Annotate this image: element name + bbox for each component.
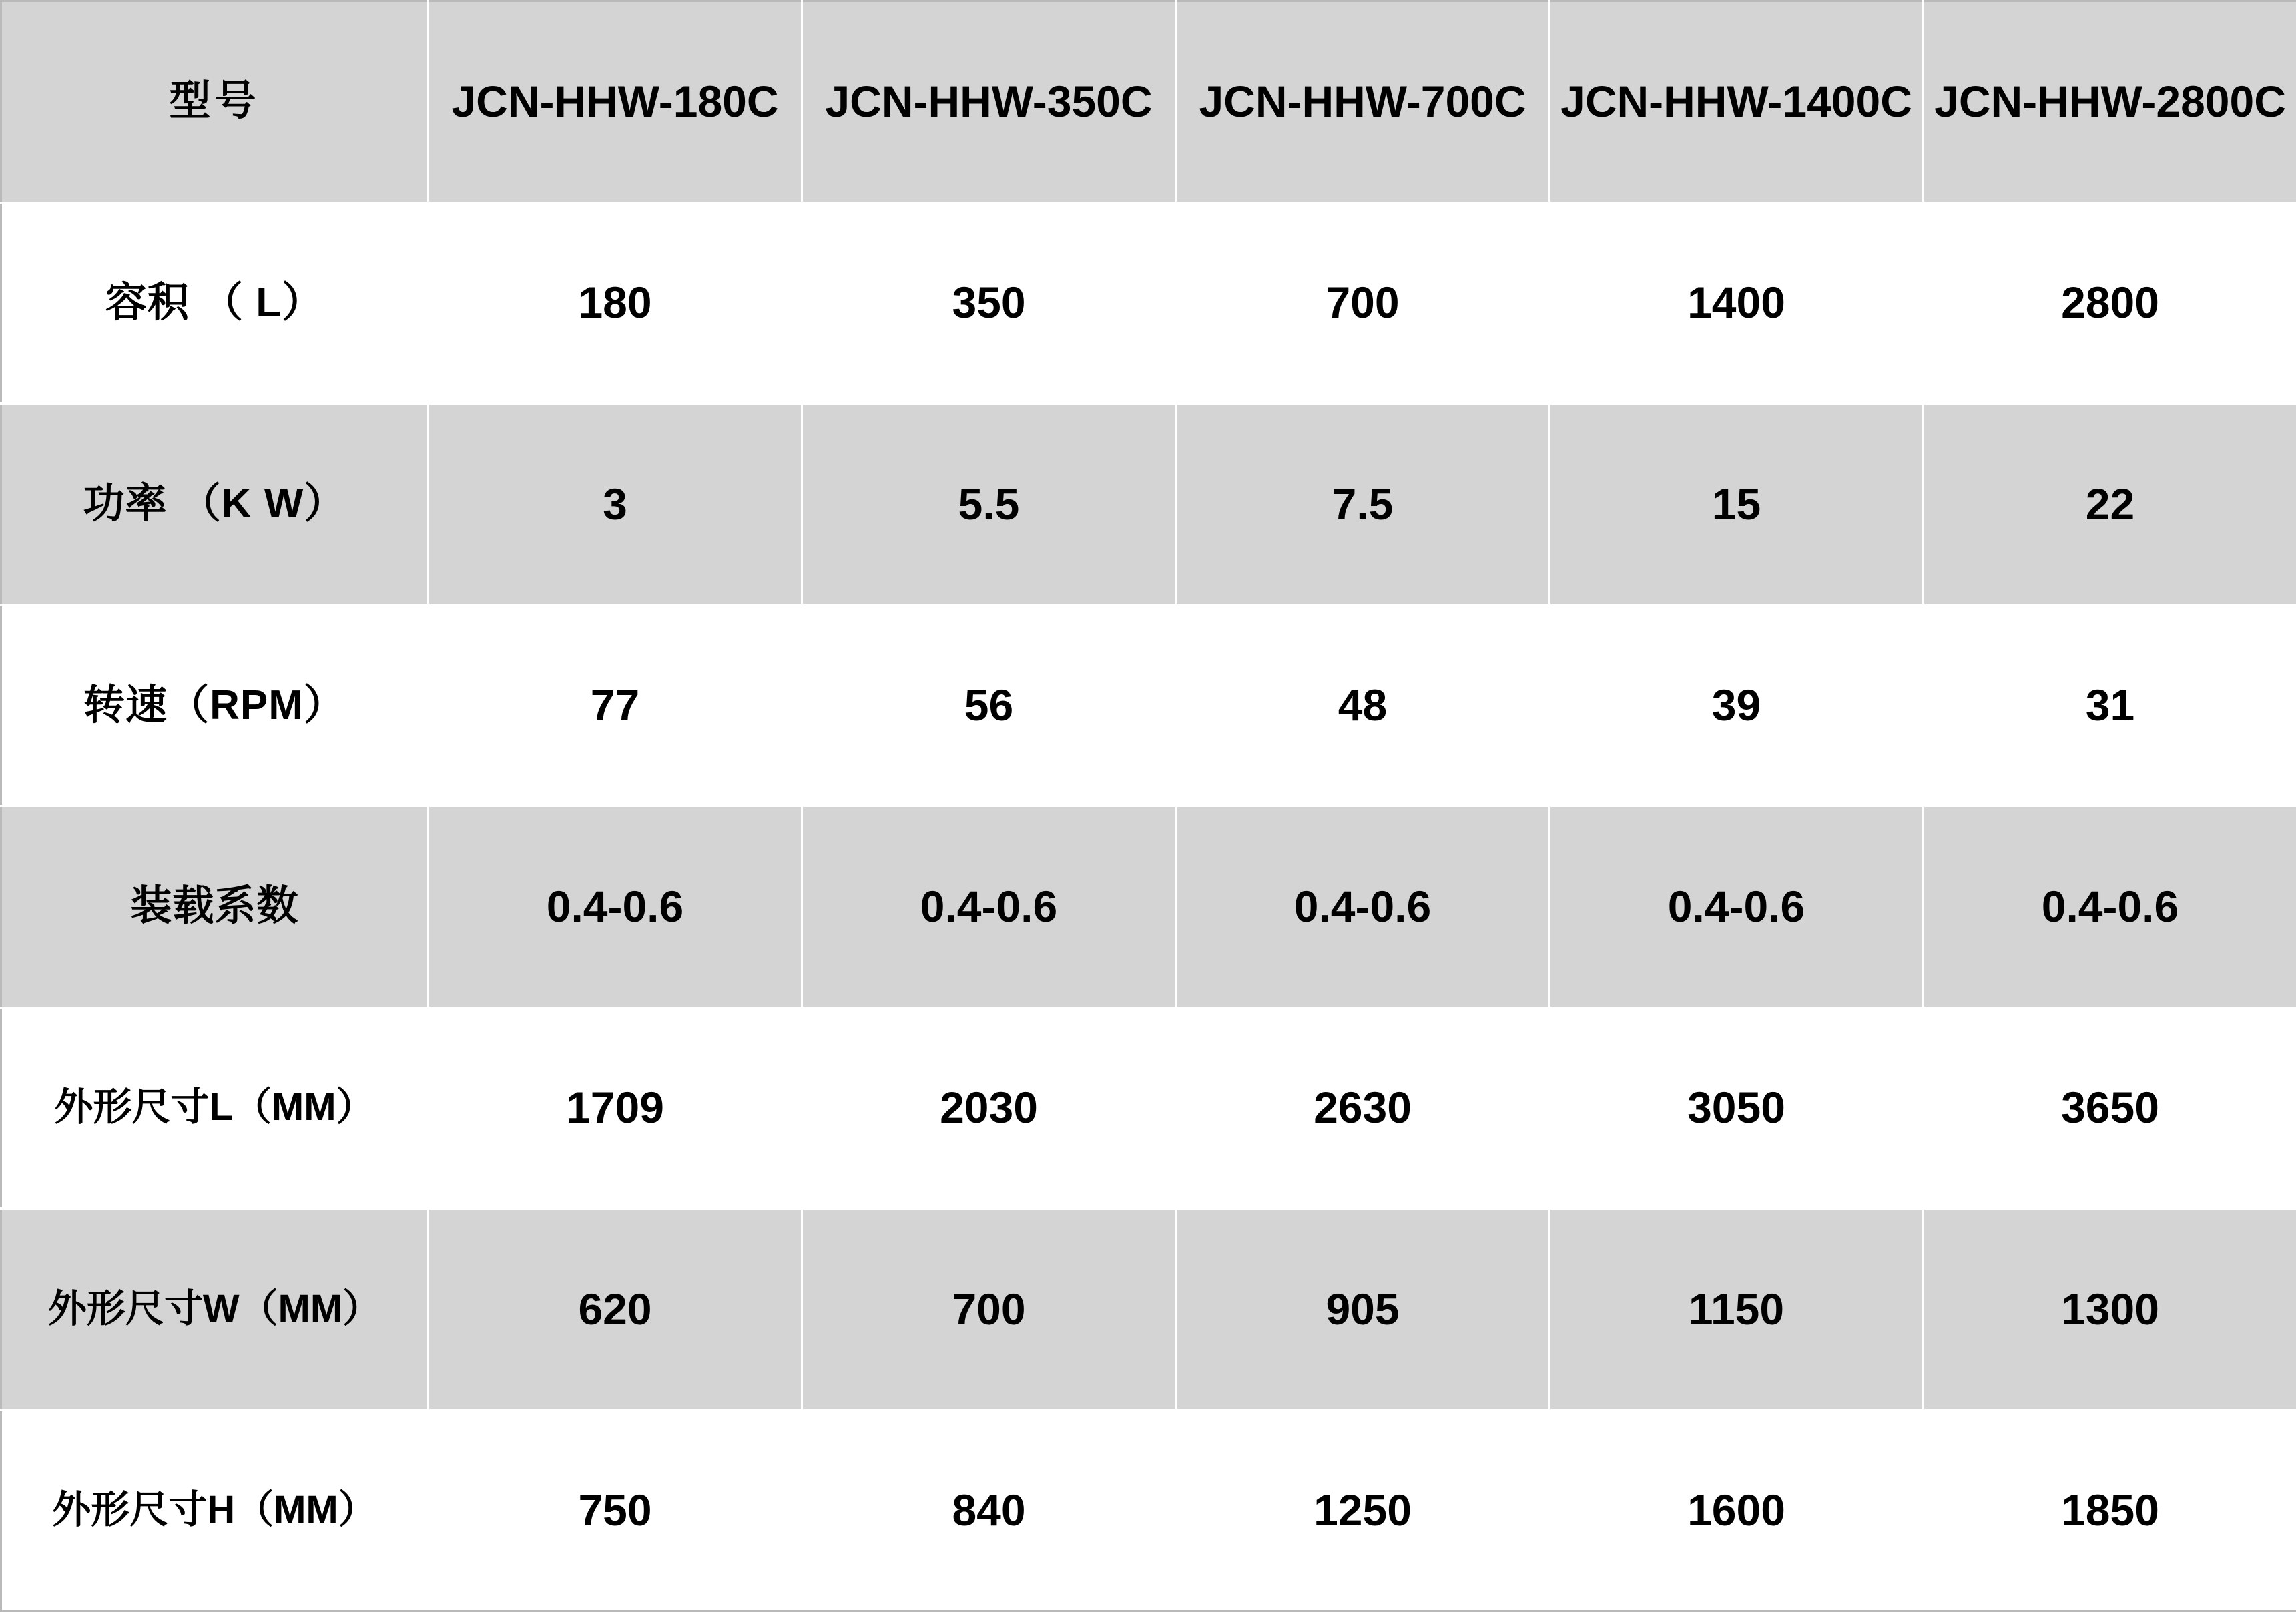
cell-length-5: 3650 bbox=[1924, 1007, 2296, 1209]
table-row bbox=[1, 202, 2296, 404]
cell-height-4: 1600 bbox=[1550, 1410, 1924, 1611]
cell-volume-4: 1400 bbox=[1550, 202, 1924, 404]
cell-volume-5: 2800 bbox=[1924, 202, 2296, 404]
row-label-power: 功率 （K W） bbox=[1, 404, 428, 605]
cell-speed-5: 31 bbox=[1924, 605, 2296, 806]
cell-speed-1: 77 bbox=[428, 605, 802, 806]
cell-height-2: 840 bbox=[802, 1410, 1176, 1611]
table-row bbox=[1, 1410, 2296, 1611]
cell-power-5: 22 bbox=[1924, 404, 2296, 605]
header-model-3: JCN-HHW-700C bbox=[1176, 1, 1550, 203]
cell-power-1: 3 bbox=[428, 404, 802, 605]
header-model-2: JCN-HHW-350C bbox=[802, 1, 1176, 203]
cell-speed-3: 48 bbox=[1176, 605, 1550, 806]
table-row bbox=[1, 404, 2296, 605]
cell-load-factor-5: 0.4-0.6 bbox=[1924, 806, 2296, 1008]
cell-width-4: 1150 bbox=[1550, 1209, 1924, 1410]
table-row bbox=[1, 1007, 2296, 1209]
header-model-4: JCN-HHW-1400C bbox=[1550, 1, 1924, 203]
row-label-dimension-length: 外形尺寸L（MM） bbox=[1, 1007, 428, 1209]
cell-height-3: 1250 bbox=[1176, 1410, 1550, 1611]
cell-volume-3: 700 bbox=[1176, 202, 1550, 404]
row-label-speed: 转速（RPM） bbox=[1, 605, 428, 806]
row-label-volume: 容积 （ L） bbox=[1, 202, 428, 404]
cell-load-factor-3: 0.4-0.6 bbox=[1176, 806, 1550, 1008]
cell-width-2: 700 bbox=[802, 1209, 1176, 1410]
cell-volume-1: 180 bbox=[428, 202, 802, 404]
cell-width-1: 620 bbox=[428, 1209, 802, 1410]
cell-volume-2: 350 bbox=[802, 202, 1176, 404]
cell-load-factor-1: 0.4-0.6 bbox=[428, 806, 802, 1008]
header-model-5: JCN-HHW-2800C bbox=[1924, 1, 2296, 203]
cell-length-3: 2630 bbox=[1176, 1007, 1550, 1209]
cell-length-4: 3050 bbox=[1550, 1007, 1924, 1209]
row-label-dimension-width: 外形尺寸W（MM） bbox=[1, 1209, 428, 1410]
cell-power-3: 7.5 bbox=[1176, 404, 1550, 605]
row-label-dimension-height: 外形尺寸H（MM） bbox=[1, 1410, 428, 1611]
table-row bbox=[1, 605, 2296, 806]
cell-length-2: 2030 bbox=[802, 1007, 1176, 1209]
cell-power-4: 15 bbox=[1550, 404, 1924, 605]
header-model-1: JCN-HHW-180C bbox=[428, 1, 802, 203]
cell-length-1: 1709 bbox=[428, 1007, 802, 1209]
cell-load-factor-4: 0.4-0.6 bbox=[1550, 806, 1924, 1008]
table-row bbox=[1, 806, 2296, 1008]
cell-power-2: 5.5 bbox=[802, 404, 1176, 605]
cell-height-1: 750 bbox=[428, 1410, 802, 1611]
header-label-model: 型号 bbox=[1, 1, 428, 203]
row-label-load-factor: 装载系数 bbox=[1, 806, 428, 1008]
cell-speed-2: 56 bbox=[802, 605, 1176, 806]
cell-speed-4: 39 bbox=[1550, 605, 1924, 806]
cell-width-3: 905 bbox=[1176, 1209, 1550, 1410]
cell-load-factor-2: 0.4-0.6 bbox=[802, 806, 1176, 1008]
cell-width-5: 1300 bbox=[1924, 1209, 2296, 1410]
cell-height-5: 1850 bbox=[1924, 1410, 2296, 1611]
table-header-row bbox=[1, 1, 2296, 203]
table-row bbox=[1, 1209, 2296, 1410]
